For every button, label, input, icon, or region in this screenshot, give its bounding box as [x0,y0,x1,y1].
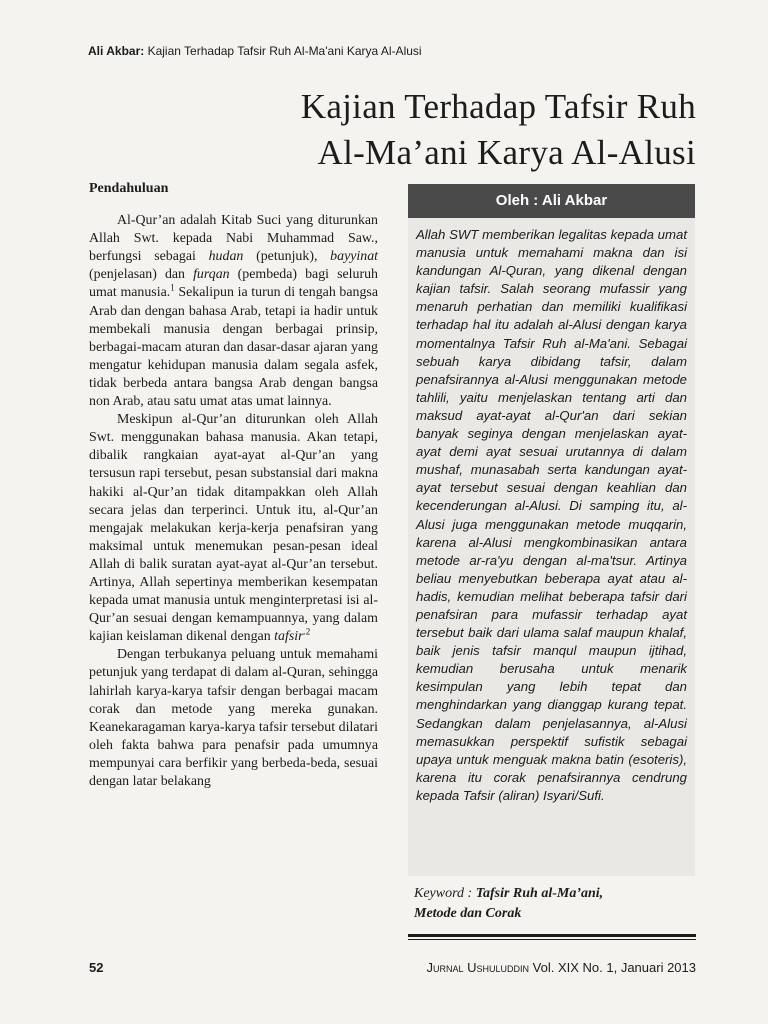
keywords-value-1: Tafsir Ruh al-Ma’ani, [475,886,604,901]
keywords [414,884,694,924]
term-bayyinat: bayyinat [330,249,379,265]
running-head-author: Ali Akbar: [88,44,145,58]
footnote-ref-2: .2 [303,626,311,637]
body-paragraph-2 [89,411,378,646]
footer-rule-thick [408,934,696,937]
section-heading: Pendahuluan [89,181,169,196]
p1-text-c: (penjelasan) dan [89,267,194,283]
journal-issue: Vol. XIX No. 1, Januari 2013 [529,960,696,975]
journal-name: Jurnal Ushuluddin [426,960,530,975]
running-head-title: Kajian Terhadap Tafsir Ruh Al-Ma'ani Karya Al-Alusi [147,44,422,58]
p1-text-a: Al-Qur’an adalah Kitab Suci yang diturunkan Allah Swt. kepada Nabi Muhammad Saw., berfungsi sebagai [89,213,378,265]
running-head [88,44,422,58]
term-tafsir: tafsir [274,629,304,645]
abstract-box [408,184,695,876]
p1-text-d: (pembeda) bagi seluruh umat manusia. [89,267,378,301]
article-title-line-1: Kajian Terhadap Tafsir Ruh [300,87,696,126]
keywords-line-1 [414,884,694,904]
keywords-value-2: Metode dan Corak [414,906,522,921]
body-paragraph-3: Dengan terbukanya peluang untuk memahami petunjuk yang terdapat di dalam al-Quran, sehingga lahirlah karya-karya tafsir dengan berbagai macam corak dan metode yang mereka gunakan. Keanekaragaman karya-karya tafsir tersebut dilatari oleh fakta bahwa para penafsir pada umumnya mempunyai cara berfikir yang berbeda-beda, sesuai dengan latar belakang [89,647,378,789]
p1-text-b: (petunjuk), [243,249,331,265]
article-title-line-2: Al-Ma’ani Karya Al-Alusi [317,133,696,172]
abstract-text: Allah SWT memberikan legalitas kepada umat manusia untuk memahami makna dan isi kandungan Al-Quran, yang dikenal dengan kajian tafsir. Salah seorang mufassir yang menaruh perhatian dan memiliki kualifikasi terhadap hal itu adalah al-Alusi dengan karya momentalnya Tafsir Ruh al-Ma'ani. Sebagai sebuah karya dibidang tafsir, dalam penafsirannya al-Alusi menggunakan metode tahlili, yaitu menjelaskan tentang arti dan maksud ayat-ayat al-Qur'an dari sekian banyak seginya dengan menjelaskan ayat-ayat demi ayat sesuai urutannya di dalam mushaf, munasabah serta kandungan ayat-ayat tersebut sesuai dengan keahlian dan kecenderungan al-Alusi. Di samping itu, al-Alusi juga menggunakan metode muqqarin, karena al-Alusi mengkombinasikan antara metode ar-ra'yu dengan al-ma'tsur. Artinya beliau menyebutkan beberapa ayat atau al-hadis, kemudian melihat beberapa tafsir dari penafsiran para mufassir terhadap ayat tersebut baik dari ulama salaf maupun khalaf, baik jenis tafsir manqul maupun ijtihad, kemudian berusaha untuk menarik kesimpulan yang lebih tepat dan menghindarkan yang dianggap kurang tepat. Sedangkan dalam penjelasannya, al-Alusi memasukkan perspektif sufistik sebagai upaya untuk menguak makna batin (esoteris), karena itu corak penafsirannya cendrung kepada Tafsir (aliran) Isyari/Sufi. [416,227,687,803]
term-hudan: hudan [208,249,244,265]
footer-rule-thin [408,939,696,940]
keywords-label: Keyword : [414,886,473,901]
term-furqan: furqan [193,267,230,283]
footnote-ref-1: 1 [170,282,175,293]
body-paragraph-1 [89,212,378,411]
body-column [89,180,378,791]
article-title [200,84,696,176]
page-number: 52 [89,960,104,975]
journal-footer [427,960,696,975]
p2-text-a: Meskipun al-Qur’an diturunkan oleh Allah Swt. menggunakan bahasa manusia. Akan tetapi, dibalik rangkaian ayat-ayat al-Qur’an yang tersusun rapi tersebut, pesan substansial dari makna hakiki al-Qur’an tidak ditampakkan oleh Allah secara jelas dan terperinci. Untuk itu, al-Qur’an mengajak melakukan kerja-kerja penafsiran yang maksimal untuk menemukan pesan-pesan ideal Allah di balik suratan ayat-ayat al-Qur’an tersebut. Artinya, Allah sepertinya memberikan kesempatan kepada umat manusia untuk menginterpretasi isi al-Qur’an sesuai dengan kemampuannya, yang dalam kajian keislaman dikenal dengan [89,412,378,645]
author-bar: Oleh : Ali Akbar [408,184,695,218]
p1-text-e: Sekalipun ia turun di tengah bangsa Arab dan dengan bahasa Arab, tetapi ia hadir untuk membekali manusia dengan berbagai prinsip, berbagai-macam aturan dan dasar-dasar ajaran yang mengatur kehidupan manusia dalam segala asfek, tidak berbeda antara bangsa Arab dengan bangsa non Arab, atau satu umat atas umat lainnya. [89,285,378,410]
